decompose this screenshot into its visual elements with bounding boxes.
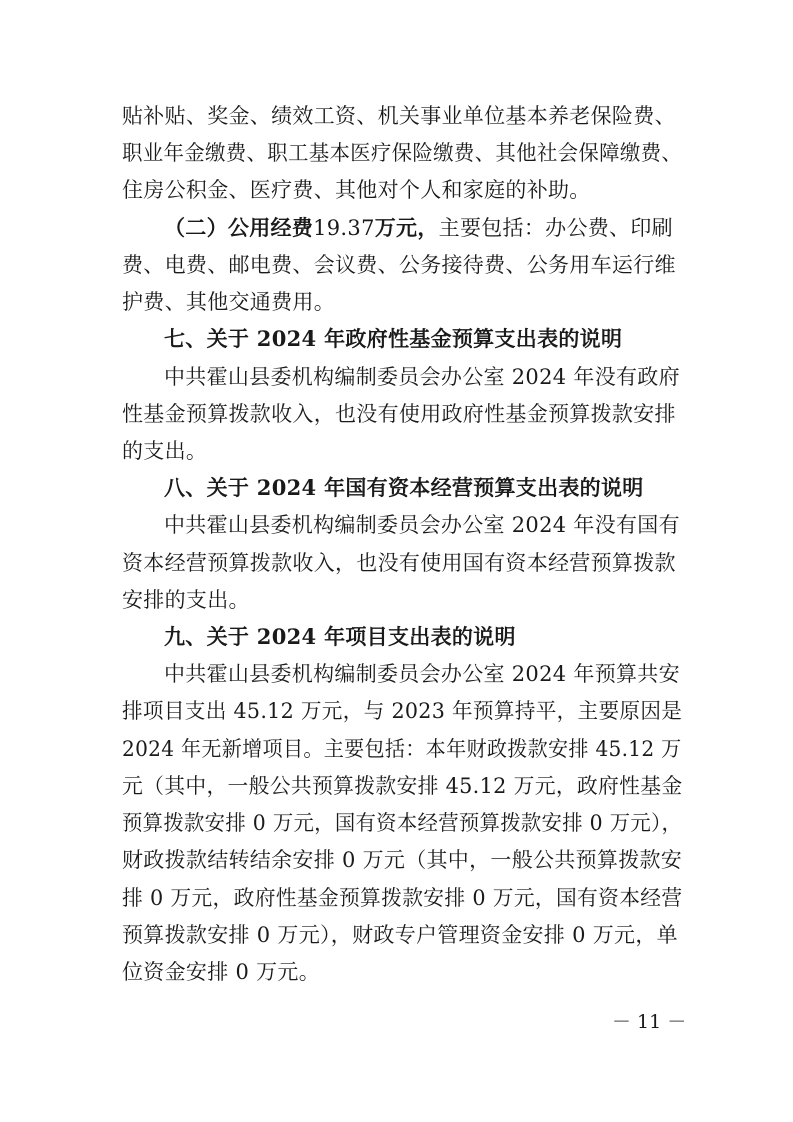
paragraph-line: 住房公积金、医疗费、其他对个人和家庭的补助。 [122, 178, 591, 202]
paragraph-line: 安排的支出。 [122, 588, 250, 612]
public-funds-line [164, 213, 673, 243]
paragraph-line: 的支出。 [122, 439, 208, 463]
paragraph-line: 中共霍山县委机构编制委员会办公室 2024 年没有国有 [164, 513, 680, 537]
public-funds-amount: 19.37 [313, 216, 375, 240]
public-funds-label: （二）公用经费 [164, 215, 314, 240]
paragraph-line: 资本经营预算拨款收入，也没有使用国有资本经营预算拨款 [122, 551, 676, 575]
paragraph-line: 性基金预算拨款收入，也没有使用政府性基金预算拨款安排 [122, 402, 676, 426]
paragraph-line: 职业年金缴费、职工基本医疗保险缴费、其他社会保障缴费、 [122, 141, 683, 165]
paragraph-line: 预算拨款安排 0 万元），财政专户管理资金安排 0 万元，单 [122, 923, 678, 947]
paragraph-line: 财政拨款结转结余安排 0 万元（其中，一般公共预算拨款安 [122, 848, 683, 872]
paragraph-line: 中共霍山县委机构编制委员会办公室 2024 年预算共安 [164, 662, 680, 686]
public-funds-unit: 万元， [374, 215, 439, 240]
paragraph-line: 排项目支出 45.12 万元，与 2023 年预算持平，主要原因是 [122, 699, 683, 723]
paragraph-line: 位资金安排 0 万元。 [122, 960, 321, 984]
paragraph-line: 预算拨款安排 0 万元，国有资本经营预算拨款安排 0 万元）， [122, 811, 683, 835]
section-8-heading: 八、关于 2024 年国有资本经营预算支出表的说明 [164, 475, 644, 500]
section-9-heading: 九、关于 2024 年项目支出表的说明 [164, 624, 516, 649]
paragraph-line: 2024 年无新增项目。主要包括：本年财政拨款安排 45.12 万 [122, 737, 682, 761]
paragraph-line: 中共霍山县委机构编制委员会办公室 2024 年没有政府 [164, 365, 680, 389]
page-number: － 11 － [612, 1011, 687, 1033]
public-funds-text: 主要包括：办公费、印刷 [438, 216, 673, 240]
section-7-heading: 七、关于 2024 年政府性基金预算支出表的说明 [164, 326, 623, 351]
paragraph-line: 费、电费、邮电费、会议费、公务接待费、公务用车运行维 [122, 253, 676, 277]
paragraph-line: 排 0 万元，政府性基金预算拨款安排 0 万元，国有资本经营 [122, 886, 683, 910]
paragraph-line: 贴补贴、奖金、绩效工资、机关事业单位基本养老保险费、 [122, 104, 676, 128]
paragraph-line: 元（其中，一般公共预算拨款安排 45.12 万元，政府性基金 [122, 774, 683, 798]
paragraph-line: 护费、其他交通费用。 [122, 290, 335, 314]
